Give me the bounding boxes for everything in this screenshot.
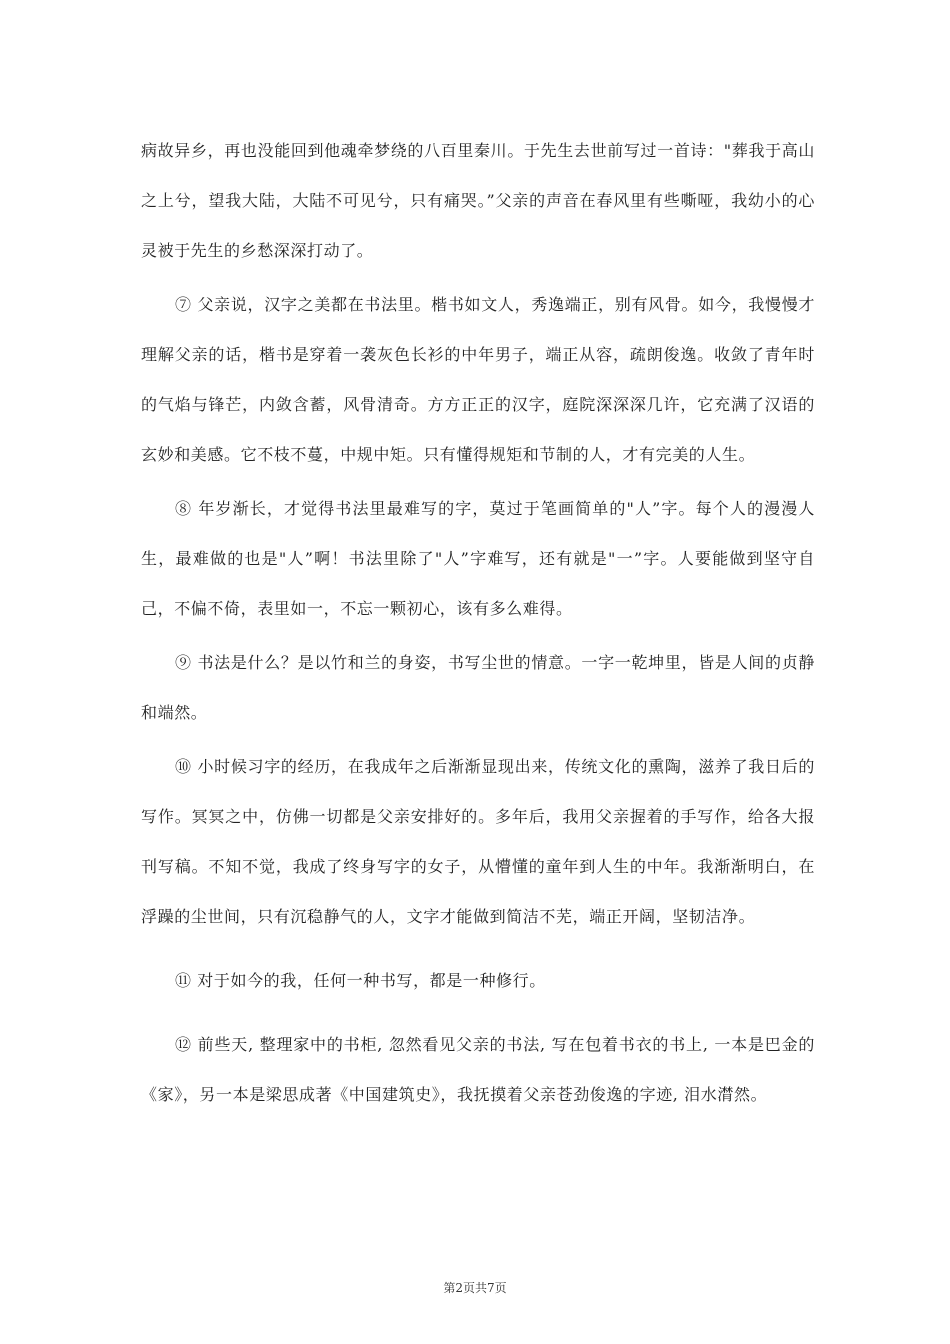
paragraph-8: ⑧ 年岁渐长，才觉得书法里最难写的字，莫过于笔画简单的"人”字。每个人的漫漫人生，最难做的也是"人”啊！书法里除了"人”字难写，还有就是"一”字。人要能做到坚守自己，不偏不倚，表里如一，不忘一颗初心，该有多么难得。 <box>141 499 815 618</box>
paragraph-12: ⑫ 前些天, 整理家中的书柜, 忽然看见父亲的书法, 写在包着书衣的书上, 一本是巴金的《家》，另一本是梁思成著《中国建筑史》，我抚摸着父亲苍劲俊逸的字迹, 泪水潸然。 <box>141 1035 815 1104</box>
paragraph-continued: 病故异乡，再也没能回到他魂牵梦绕的八百里秦川。于先生去世前写过一首诗："葬我于高山之上兮，望我大陆，大陆不可见兮，只有痛哭。”父亲的声音在春风里有些嘶哑，我幼小的心灵被于先生的乡愁深深打动了。 <box>141 141 815 260</box>
paragraph-7: ⑦ 父亲说，汉字之美都在书法里。楷书如文人，秀逸端正，别有风骨。如今，我慢慢才理解父亲的话，楷书是穿着一袭灰色长衫的中年男子，端正从容，疏朗俊逸。收敛了青年时的气焰与锋芒，内敛含蓄，风骨清奇。方方正正的汉字，庭院深深深几许，它充满了汉语的玄妙和美感。它不枝不蔓，中规中矩。只有懂得规矩和节制的人，才有完美的人生。 <box>141 295 815 464</box>
paragraph-9: ⑨ 书法是什么？是以竹和兰的身姿，书写尘世的情意。一字一乾坤里，皆是人间的贞静和端然。 <box>141 653 815 722</box>
paragraph-11: ⑪ 对于如今的我，任何一种书写，都是一种修行。 <box>175 971 546 990</box>
page-number-footer: 第2页共7页 <box>443 1281 507 1295</box>
article-body <box>141 126 815 1120</box>
paragraph-10: ⑩ 小时候习字的经历，在我成年之后渐渐显现出来，传统文化的熏陶，滋养了我日后的写作。冥冥之中，仿佛一切都是父亲安排好的。多年后，我用父亲握着的手写作，给各大报刊写稿。不知不觉，我成了终身写字的女子，从懵懂的童年到人生的中年。我渐渐明白，在浮躁的尘世间，只有沉稳静气的人，文字才能做到简洁不芜，端正开阔，坚韧洁净。 <box>141 757 815 926</box>
